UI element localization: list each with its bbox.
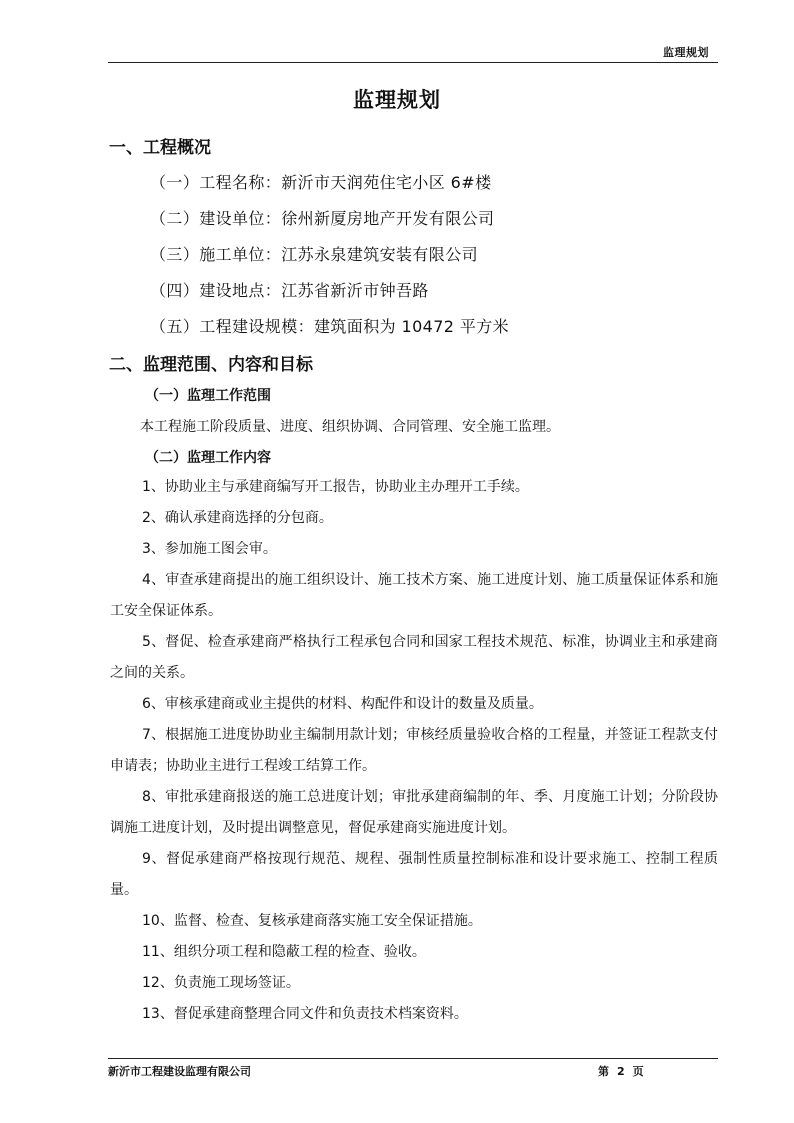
contractor-unit-line: （三）施工单位：江苏永泉建筑安装有限公司: [150, 245, 479, 264]
site-location-line: （四）建设地点：江苏省新沂市钟吾路: [150, 281, 429, 300]
header-divider: [108, 62, 718, 63]
content-item-4: 4、审查承建商提出的施工组织设计、施工技术方案、施工进度计划、施工质量保证体系和施工安全保证体系。: [110, 572, 718, 619]
owner-unit-line: （二）建设单位：徐州新厦房地产开发有限公司: [150, 209, 495, 228]
content-item-3: 3、参加施工图会审。: [142, 541, 277, 557]
section-heading-overview: 一、工程概况: [109, 138, 211, 158]
page-suffix: 页: [632, 1065, 644, 1078]
content-item-9: 9、督促承建商严格按现行规范、规程、强制性质量控制标准和设计要求施工、控制工程质量。: [110, 851, 718, 898]
content-item-6: 6、审核承建商或业主提供的材料、构配件和设计的数量及质量。: [142, 696, 543, 712]
content-item-10: 10、监督、检查、复核承建商落实施工安全保证措施。: [142, 913, 482, 929]
content-item-1: 1、协助业主与承建商编写开工报告，协助业主办理开工手续。: [142, 479, 529, 495]
content-item-2: 2、确认承建商选择的分包商。: [142, 510, 333, 526]
content-item-7: 7、根据施工进度协助业主编制用款计划；审核经质量验收合格的工程量，并签证工程款支付申请表；协助业主进行工程竣工结算工作。: [110, 727, 718, 774]
section-heading-scope: 二、监理范围、内容和目标: [109, 355, 313, 375]
subheading-work-scope: （一）监理工作范围: [145, 388, 271, 404]
work-scope-text: 本工程施工阶段质量、进度、组织协调、合同管理、安全施工监理。: [140, 419, 560, 435]
page-number: [594, 1063, 648, 1079]
content-item-5: 5、督促、检查承建商严格执行工程承包合同和国家工程技术规范、标准，协调业主和承建商之间的关系。: [110, 634, 718, 681]
project-scale-line: （五）工程建设规模：建筑面积为 10472 平方米: [150, 317, 510, 336]
content-item-11: 11、组织分项工程和隐蔽工程的检查、验收。: [142, 944, 426, 960]
content-item-12: 12、负责施工现场签证。: [142, 975, 300, 991]
subheading-work-content: （二）监理工作内容: [145, 450, 271, 466]
running-header: 监理规划: [663, 46, 709, 59]
footer-divider: [108, 1058, 718, 1059]
page-number-value: 2: [617, 1065, 625, 1078]
content-item-8: 8、审批承建商报送的施工总进度计划；审批承建商编制的年、季、月度施工计划；分阶段协调施工进度计划，及时提出调整意见，督促承建商实施进度计划。: [110, 789, 718, 836]
content-item-13: 13、督促承建商整理合同文件和负责技术档案资料。: [142, 1006, 468, 1022]
page-prefix: 第: [598, 1065, 609, 1078]
footer-company: 新沂市工程建设监理有限公司: [108, 1065, 251, 1078]
project-name-line: （一）工程名称：新沂市天润苑住宅小区 6#楼: [150, 173, 492, 192]
document-title: 监理规划: [353, 88, 441, 112]
